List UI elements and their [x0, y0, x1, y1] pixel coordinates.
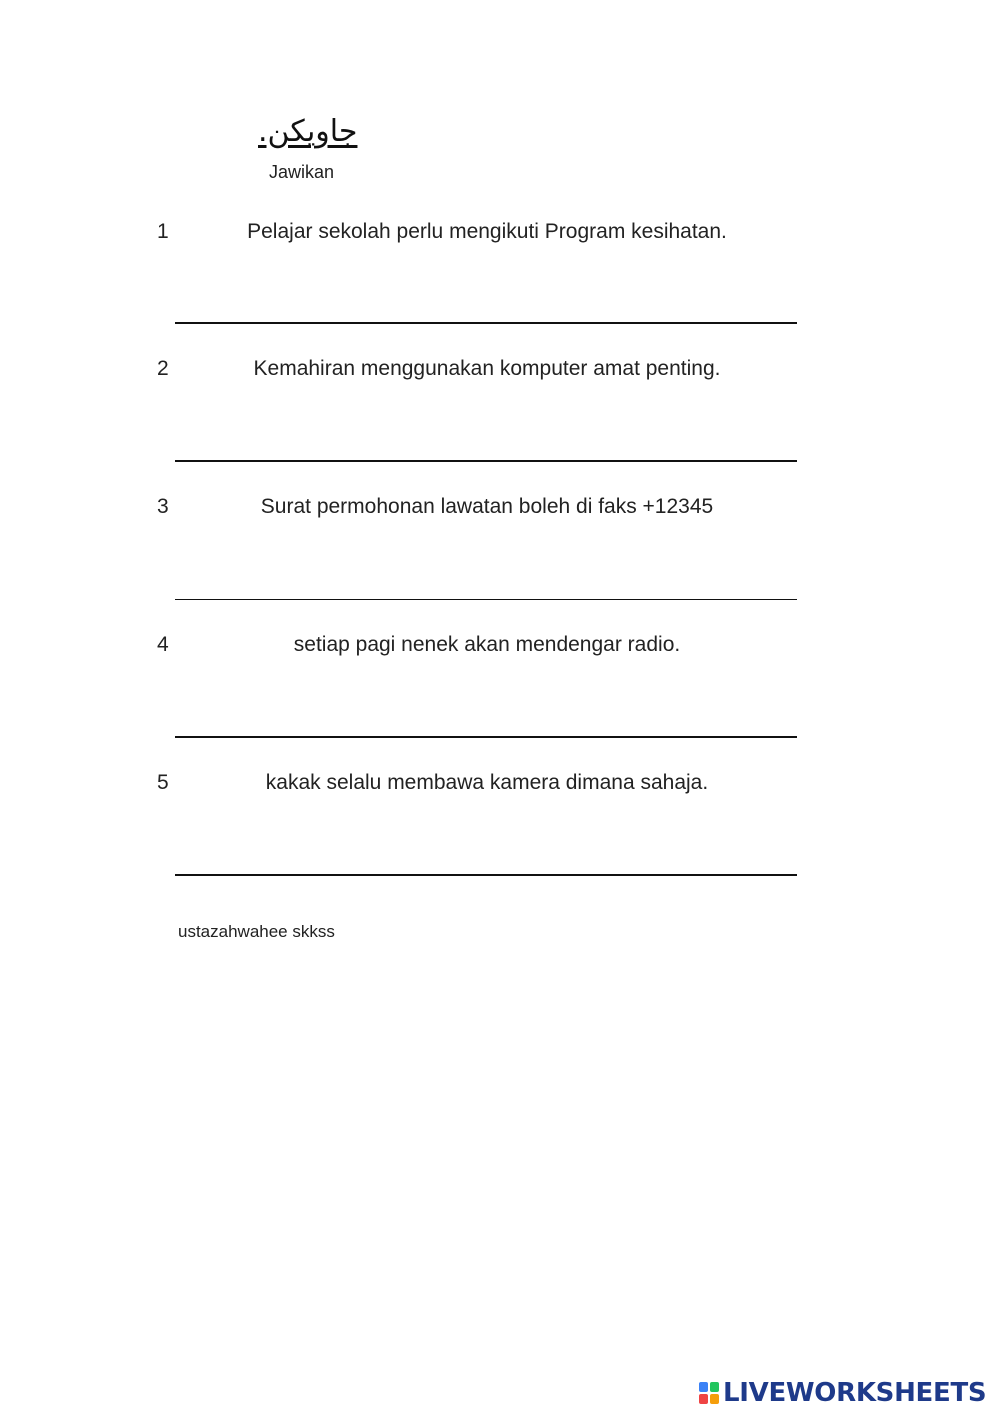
liveworksheets-icon: [698, 1381, 720, 1405]
answer-line-4[interactable]: [175, 736, 797, 738]
icon-square: [699, 1382, 708, 1392]
question-text: setiap pagi nenek akan mendengar radio.: [293, 633, 681, 656]
question-text: Surat permohonan lawatan boleh di faks +12345: [260, 495, 714, 518]
answer-line-2[interactable]: [175, 460, 797, 462]
question-number: 1: [157, 220, 169, 243]
question-3: [0, 493, 1000, 523]
question-text: kakak selalu membawa kamera dimana sahaja.: [265, 771, 709, 794]
icon-square: [710, 1382, 719, 1392]
question-number: 3: [157, 495, 169, 518]
question-1: [0, 218, 1000, 248]
answer-line-5[interactable]: [175, 874, 797, 876]
icon-square: [710, 1394, 719, 1404]
question-2: [0, 355, 1000, 385]
answer-line-1[interactable]: [175, 322, 797, 324]
icon-square: [699, 1394, 708, 1404]
brand-name: LIVEWORKSHEETS: [723, 1378, 987, 1408]
answer-line-3[interactable]: [175, 599, 797, 600]
question-text: Pelajar sekolah perlu mengikuti Program kesihatan.: [247, 220, 727, 243]
question-number: 4: [157, 633, 169, 656]
question-number: 2: [157, 357, 169, 380]
question-number: 5: [157, 771, 169, 794]
question-5: [0, 769, 1000, 799]
question-4: [0, 631, 1000, 661]
worksheet-title-latin: Jawikan: [269, 162, 335, 182]
question-text: Kemahiran menggunakan komputer amat penting.: [253, 357, 721, 380]
brand-logo[interactable]: [698, 1379, 986, 1407]
author-credit: ustazahwahee skkss: [178, 922, 335, 941]
worksheet-title-arabic: جاويكن.: [258, 114, 358, 149]
